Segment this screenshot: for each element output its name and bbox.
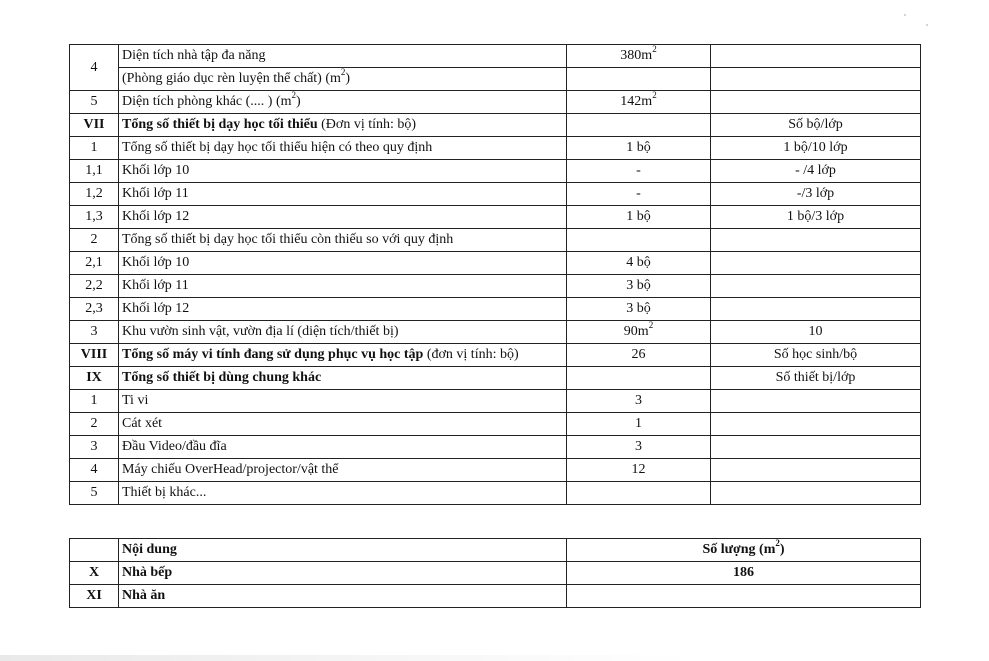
- superscript: 2: [652, 90, 657, 101]
- content-cell: [119, 390, 567, 413]
- quantity-cell: [567, 183, 711, 206]
- row-number-cell: VII: [70, 114, 119, 137]
- ratio-cell: - /4 lớp: [711, 160, 921, 183]
- row-number-cell: 5: [70, 91, 119, 114]
- ratio-cell: 1 bộ/10 lớp: [711, 137, 921, 160]
- ratio-cell: -/3 lớp: [711, 183, 921, 206]
- content-text: Đầu Video/đầu đĩa: [122, 439, 227, 454]
- ratio-cell: 10: [711, 321, 921, 344]
- row-number-cell: 1,2: [70, 183, 119, 206]
- content-text: Thiết bị khác...: [122, 485, 207, 500]
- content-cell: Nhà ăn: [119, 585, 567, 608]
- quantity-cell: 186: [567, 562, 921, 585]
- table-row: [70, 562, 921, 585]
- content-text: Tổng số thiết bị dạy học tối thiểu còn thiếu so với quy định: [122, 232, 454, 247]
- content-tail: ): [296, 94, 301, 109]
- quantity-cell: [567, 45, 711, 68]
- ratio-cell: Số học sinh/bộ: [711, 344, 921, 367]
- quantity-value: 12: [631, 462, 646, 477]
- content-text: Diện tích phòng khác (.... ) (m: [122, 94, 292, 109]
- content-cell: Nhà bếp: [119, 562, 567, 585]
- table-row: [70, 298, 921, 321]
- table-row: [70, 321, 921, 344]
- content-text: (Phòng giáo dục rèn luyện thể chất) (m: [122, 71, 341, 86]
- scan-speck: [904, 14, 906, 16]
- ratio-cell: [711, 482, 921, 505]
- table-row: [70, 344, 921, 367]
- quantity-value: 3 bộ: [626, 301, 651, 316]
- quantity-cell: [567, 390, 711, 413]
- row-number-cell: 2,1: [70, 252, 119, 275]
- superscript: 2: [340, 67, 346, 78]
- row-number-cell: 1,3: [70, 206, 119, 229]
- content-cell: [119, 367, 567, 390]
- content-cell: [119, 482, 567, 505]
- ratio-cell: [711, 68, 921, 91]
- content-cell: [119, 275, 567, 298]
- row-number-cell: 3: [70, 321, 119, 344]
- ratio-cell: [711, 45, 921, 68]
- content-heading-text: Tổng số thiết bị dùng chung khác: [122, 370, 322, 385]
- table-row: [70, 229, 921, 252]
- quantity-cell: [567, 114, 711, 137]
- table-row: [70, 275, 921, 298]
- content-text: Khối lớp 10: [122, 163, 190, 178]
- content-text: Khối lớp 11: [122, 186, 189, 201]
- content-heading-text: Tổng số máy vi tính đang sử dụng phục vụ học tập: [122, 347, 424, 362]
- content-text: Khu vườn sinh vật, vườn địa lí (diện tích/thiết bị): [122, 324, 399, 339]
- quantity-cell: [567, 459, 711, 482]
- quantity-value: 1: [635, 416, 642, 431]
- content-cell: [119, 137, 567, 160]
- table-row: [70, 367, 921, 390]
- content-heading-text: Tổng số thiết bị dạy học tối thiểu: [122, 117, 318, 132]
- content-text: Diện tích nhà tập đa năng: [122, 48, 266, 63]
- row-number-cell: 1,1: [70, 160, 119, 183]
- content-cell: [119, 229, 567, 252]
- row-number-cell: 1: [70, 137, 119, 160]
- content-text: Tổng số thiết bị dạy học tối thiểu hiện có theo quy định: [122, 140, 433, 155]
- quantity-value: 1 bộ: [626, 209, 651, 224]
- ratio-cell: [711, 436, 921, 459]
- table-row: [70, 137, 921, 160]
- content-cell: [119, 68, 567, 91]
- quantity-value: 1 bộ: [626, 140, 651, 155]
- content-cell: [119, 344, 567, 367]
- table-row: [70, 45, 921, 68]
- ratio-cell: [711, 91, 921, 114]
- content-tail: ): [345, 71, 351, 86]
- row-number-cell: 4: [70, 459, 119, 482]
- content-cell: [119, 45, 567, 68]
- content-text: Cát xét: [122, 416, 163, 431]
- table-row: [70, 114, 921, 137]
- quantity-value: 3: [635, 439, 642, 454]
- content-text: Khối lớp 10: [122, 255, 190, 270]
- row-number-cell: 2,3: [70, 298, 119, 321]
- table-row: [70, 160, 921, 183]
- table-row: [70, 585, 921, 608]
- quantity-cell: [567, 160, 711, 183]
- quantity-cell: [567, 137, 711, 160]
- table-row: [70, 206, 921, 229]
- ratio-cell: [711, 229, 921, 252]
- row-number-cell: XI: [70, 585, 119, 608]
- content-cell: [119, 459, 567, 482]
- header-content-cell: Nội dung: [119, 539, 567, 562]
- quantity-value: 3 bộ: [626, 278, 651, 293]
- quantity-cell: [567, 482, 711, 505]
- scan-edge-shadow: [0, 655, 989, 661]
- row-number-cell: 4: [70, 45, 119, 91]
- content-cell: [119, 114, 567, 137]
- row-number-cell: 5: [70, 482, 119, 505]
- quantity-value: 90m: [623, 324, 649, 339]
- quantity-cell: [567, 585, 921, 608]
- kitchen-table-body: [70, 539, 921, 608]
- table-row: [70, 436, 921, 459]
- ratio-cell: Số thiết bị/lớp: [711, 367, 921, 390]
- quantity-value: 3: [635, 393, 642, 408]
- content-text: Khối lớp 12: [122, 301, 190, 316]
- content-text: Khối lớp 12: [122, 209, 190, 224]
- table-row: [70, 183, 921, 206]
- content-text: Máy chiếu OverHead/projector/vật thể: [122, 462, 339, 477]
- row-number-cell: 2: [70, 413, 119, 436]
- quantity-cell: [567, 91, 711, 114]
- table-row: [70, 413, 921, 436]
- superscript: 2: [648, 320, 654, 331]
- row-number-cell: X: [70, 562, 119, 585]
- content-text: Khối lớp 11: [122, 278, 189, 293]
- quantity-cell: [567, 344, 711, 367]
- superscript: 2: [652, 44, 657, 55]
- quantity-value: 26: [631, 347, 646, 362]
- table-row: [70, 390, 921, 413]
- quantity-cell: [567, 298, 711, 321]
- row-number-cell: 2: [70, 229, 119, 252]
- scan-speck: [926, 24, 928, 26]
- header-quantity-cell: [567, 539, 921, 562]
- ratio-cell: [711, 413, 921, 436]
- content-text: Ti vi: [122, 393, 149, 408]
- quantity-cell: [567, 436, 711, 459]
- quantity-cell: [567, 252, 711, 275]
- quantity-cell: [567, 68, 711, 91]
- content-cell: [119, 298, 567, 321]
- table-row: [70, 482, 921, 505]
- content-cell: [119, 252, 567, 275]
- table-row: [70, 68, 921, 91]
- content-cell: [119, 413, 567, 436]
- content-cell: [119, 91, 567, 114]
- content-cell: [119, 436, 567, 459]
- content-cell: [119, 160, 567, 183]
- superscript: 2: [775, 538, 780, 549]
- row-number-cell: VIII: [70, 344, 119, 367]
- content-text: (đơn vị tính: bộ): [423, 347, 519, 362]
- ratio-cell: [711, 298, 921, 321]
- facilities-table: [69, 44, 921, 505]
- ratio-cell: [711, 275, 921, 298]
- row-number-cell: 1: [70, 390, 119, 413]
- row-number-cell: IX: [70, 367, 119, 390]
- quantity-cell: [567, 275, 711, 298]
- superscript: 2: [291, 90, 297, 101]
- quantity-cell: [567, 206, 711, 229]
- table-row: [70, 91, 921, 114]
- header-empty-cell: [70, 539, 119, 562]
- header-quantity-tail: ): [779, 542, 785, 557]
- table-row: [70, 459, 921, 482]
- table-row: [70, 252, 921, 275]
- kitchen-table: [69, 538, 921, 608]
- row-number-cell: 3: [70, 436, 119, 459]
- ratio-cell: [711, 390, 921, 413]
- ratio-cell: [711, 252, 921, 275]
- table-header-row: [70, 539, 921, 562]
- facilities-table-body: [70, 45, 921, 505]
- quantity-value: -: [636, 163, 641, 178]
- ratio-cell: 1 bộ/3 lớp: [711, 206, 921, 229]
- quantity-cell: [567, 367, 711, 390]
- quantity-cell: [567, 321, 711, 344]
- ratio-cell: [711, 459, 921, 482]
- content-cell: [119, 206, 567, 229]
- content-cell: [119, 183, 567, 206]
- quantity-cell: [567, 229, 711, 252]
- quantity-cell: [567, 413, 711, 436]
- content-cell: [119, 321, 567, 344]
- quantity-value: 380m: [620, 48, 653, 63]
- content-text: (Đơn vị tính: bộ): [317, 117, 417, 132]
- quantity-value: 4 bộ: [626, 255, 651, 270]
- quantity-value: 142m: [620, 94, 653, 109]
- ratio-cell: Số bộ/lớp: [711, 114, 921, 137]
- row-number-cell: 2,2: [70, 275, 119, 298]
- header-quantity-label: Số lượng (m: [702, 542, 776, 557]
- quantity-value: -: [636, 186, 641, 201]
